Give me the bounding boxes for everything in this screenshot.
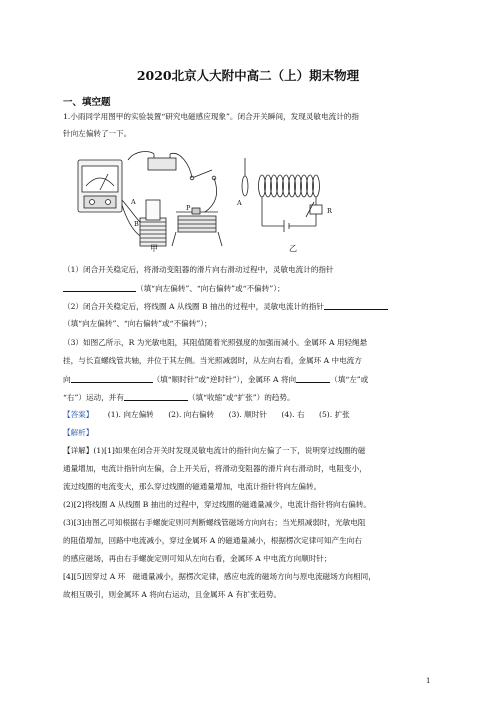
figure-a-label-A: A [131, 198, 136, 206]
answer-blank-5[interactable] [124, 391, 188, 401]
q1-part3-line-d [63, 391, 295, 403]
q1-part1-line-a: （1）闭合开关稳定后，将滑动变阻器的滑片向右滑动过程中，灵敏电流计的指针 [63, 265, 334, 274]
answer-blank-1[interactable] [63, 282, 136, 292]
answer-item-1: (1). 向左偏转 [107, 410, 154, 419]
q1-part1-hint: （填“向左偏转”、“向右偏转”或“不偏转”）； [136, 284, 285, 293]
q1-part3-d1: “右”）运动，并有 [63, 393, 124, 402]
q1-part3-line-b: 挂，与长直螺线管共轴，并位于其左侧。当光照减弱时，从左向右看，金属环 A 中电流方 [63, 356, 362, 365]
q1-part1-line-b [63, 282, 285, 294]
answer-tag: 【答案】 [63, 410, 94, 419]
detail-line-8: [4][5]因穿过 A 环 磁通量减小，据楞次定律，感应电流的磁场方向与原电流磁场方向相同， [63, 572, 376, 581]
figure-b-label-A: A [237, 199, 242, 207]
figure-a-label-B: B [134, 220, 139, 228]
figure-a-apparatus [78, 152, 222, 246]
figure-a-label-P: P [186, 204, 191, 212]
q1-part2-line-b: （填“向左偏转”、“向右偏转”或“不偏转”）； [63, 319, 212, 328]
q1-part2-line-a [63, 300, 388, 312]
q1-part3-line-c [63, 373, 368, 385]
detail-line-6: 的阻值增加，回路中电流减小，穿过金属环 A 的磁通量减小，根据楞次定律可知产生向右 [63, 536, 362, 545]
q1-part3-c2: （填“顺时针”或“逆时针”），金属环 A 将向 [152, 375, 297, 384]
detail-line-7: 的感应磁场，再由右手螺旋定则可知从左向右看，金属环 A 中电流方向顺时针； [63, 554, 332, 563]
q1-part3-c3: （填“左”或 [330, 375, 369, 384]
answer-blank-2[interactable] [324, 300, 388, 310]
detail-line-9: 故相互吸引，则金属环 A 将向右运动，且金属环 A 有扩张趋势。 [63, 590, 282, 599]
answer-item-3: (3). 顺时针 [228, 410, 267, 419]
page-title: 2020北京人大附中高二（上）期末物理 [136, 68, 360, 83]
q1-part3-d2: （填“收缩”或“扩张”）的趋势。 [187, 393, 295, 402]
detail-line-5: (3)[3]由图乙可知根据右手螺旋定则可判断螺线管磁场方向向右；当光照减弱时，光敏电阻 [63, 518, 366, 527]
figure-b-circuit [242, 158, 322, 232]
answer-blank-3[interactable] [71, 373, 153, 383]
q1-part3-line-a: （3）如图乙所示，R 为光敏电阻，其阻值随着光照强度的加强而减小。金属环 A 用轻绳悬 [63, 338, 368, 347]
figure-a-caption: 甲 [150, 244, 158, 253]
question-intro-line-1: 1.小雨同学用图甲的实验装置“研究电磁感应现象”。闭合开关瞬间，发现灵敏电流计的指 [63, 112, 359, 121]
section-heading: 一、填空题 [63, 97, 111, 108]
detail-line-2: 通量增加，电流计指针向左偏，合上开关后，将滑动变阻器的滑片向右滑动时，电阻变小， [63, 464, 367, 473]
solenoid [259, 175, 320, 197]
q1-part2-text: （2）闭合开关稳定后，将线圈 A 从线圈 B 抽出的过程中，灵敏电流计的指针 [63, 302, 324, 311]
page-number: 1 [426, 677, 431, 685]
q1-part3-c1: 向 [63, 375, 71, 384]
detail-line-1: 【详解】(1)[1]如果在闭合开关时发现灵敏电流计的指针向左偏了一下，说明穿过线圈的磁 [63, 446, 366, 455]
figure-b-label-R: R [327, 207, 332, 215]
figure-b-caption: 乙 [289, 244, 297, 253]
detail-line-3: 流过线圈的电流变大，那么穿过线圈的磁通量增加，电流计指针将向左偏转。 [63, 482, 322, 491]
detail-line-4: (2)[2]将线圈 A 从线圈 B 抽出的过程中，穿过线圈的磁通量减少，电流计指针将向右偏转。 [63, 500, 372, 509]
answer-line [63, 409, 350, 420]
answer-item-2: (2). 向右偏转 [168, 410, 215, 419]
answer-item-5: (5). 扩张 [318, 410, 350, 419]
answer-blank-4[interactable] [296, 373, 330, 383]
question-intro-line-2: 针向左偏转了一下。 [63, 129, 132, 138]
answer-item-4: (4). 右 [281, 410, 305, 419]
analysis-tag: 【解析】 [63, 428, 94, 437]
